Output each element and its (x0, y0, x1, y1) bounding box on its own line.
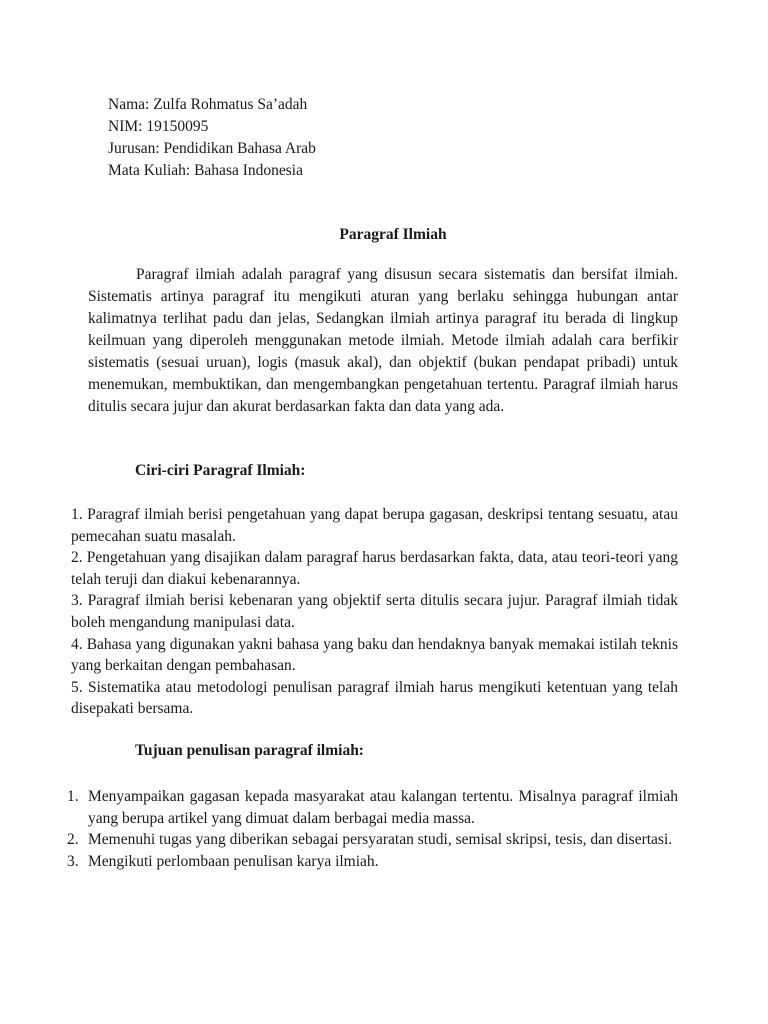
tujuan-item (67, 786, 678, 829)
ciri-item: 3. Paragraf ilmiah berisi kebenaran yang objektif serta ditulis secara jujur. Paragraf ilmiah tidak boleh mengandung manipulasi data. (71, 592, 678, 631)
ciri-item: 4. Bahasa yang digunakan yakni bahasa yang baku dan hendaknya banyak memakai istilah teknis yang berkaitan dengan pembahasan. (71, 635, 678, 675)
tujuan-list (67, 786, 678, 872)
tujuan-item (67, 851, 678, 873)
student-info (108, 94, 316, 182)
ciri-item: 2. Pengetahuan yang disajikan dalam paragraf harus berdasarkan fakta, data, atau teori-teori yang telah teruji dan diakui kebenarannya. (71, 549, 678, 588)
ciri-item: 5. Sistematika atau metodologi penulisan paragraf ilmiah harus mengikuti ketentuan yang telah disepakati bersama. (71, 678, 678, 718)
student-major: Jurusan: Pendidikan Bahasa Arab (108, 140, 316, 157)
tujuan-item-number: 1. (67, 788, 79, 805)
tujuan-item-text: Mengikuti perlombaan penulisan karya ilmiah. (88, 852, 379, 870)
tujuan-item-number: 3. (67, 852, 79, 870)
intro-paragraph: Paragraf ilmiah adalah paragraf yang disusun secara sistematis dan bersifat ilmiah. Sistematis artinya paragraf itu mengikuti aturan yang berlaku sehingga hubungan antar kalimatnya terlihat padu dan jelas, Sedangkan ilmiah artinya paragraf itu berada di lingkup keilmuan yang diperoleh menggunakan metode ilmiah. Metode ilmiah adalah cara berfikir sistematis (sesuai uruan), logis (masuk akal), dan objektif (bukan pendapat pribadi) untuk menemukan, membuktikan, dan mengembangkan pengetahuan tertentu. Paragraf ilmiah harus ditulis secara jujur dan akurat berdasarkan fakta dan data yang ada. (88, 266, 678, 415)
tujuan-item (67, 829, 678, 851)
student-nim: NIM: 19150095 (108, 118, 209, 135)
ciri-list (71, 504, 678, 720)
student-name: Nama: Zulfa Rohmatus Sa’adah (108, 96, 308, 113)
tujuan-item-text: Memenuhi tugas yang diberikan sebagai persyaratan studi, semisal skripsi, tesis, dan disertasi. (88, 831, 673, 849)
tujuan-item-number: 2. (67, 831, 79, 849)
ciri-item: 1. Paragraf ilmiah berisi pengetahuan yang dapat berupa gagasan, deskripsi tentang sesuatu, atau pemecahan suatu masalah. (71, 506, 678, 545)
course-name: Mata Kuliah: Bahasa Indonesia (108, 162, 303, 179)
tujuan-item-text: Menyampaikan gagasan kepada masyarakat atau kalangan tertentu. Misalnya paragraf ilmiah yang berupa artikel yang dimuat dalam berbagai media massa. (88, 788, 678, 827)
document-title: Paragraf Ilmiah (339, 226, 447, 243)
tujuan-heading: Tujuan penulisan paragraf ilmiah: (135, 742, 364, 759)
ciri-heading: Ciri-ciri Paragraf Ilmiah: (135, 462, 306, 479)
